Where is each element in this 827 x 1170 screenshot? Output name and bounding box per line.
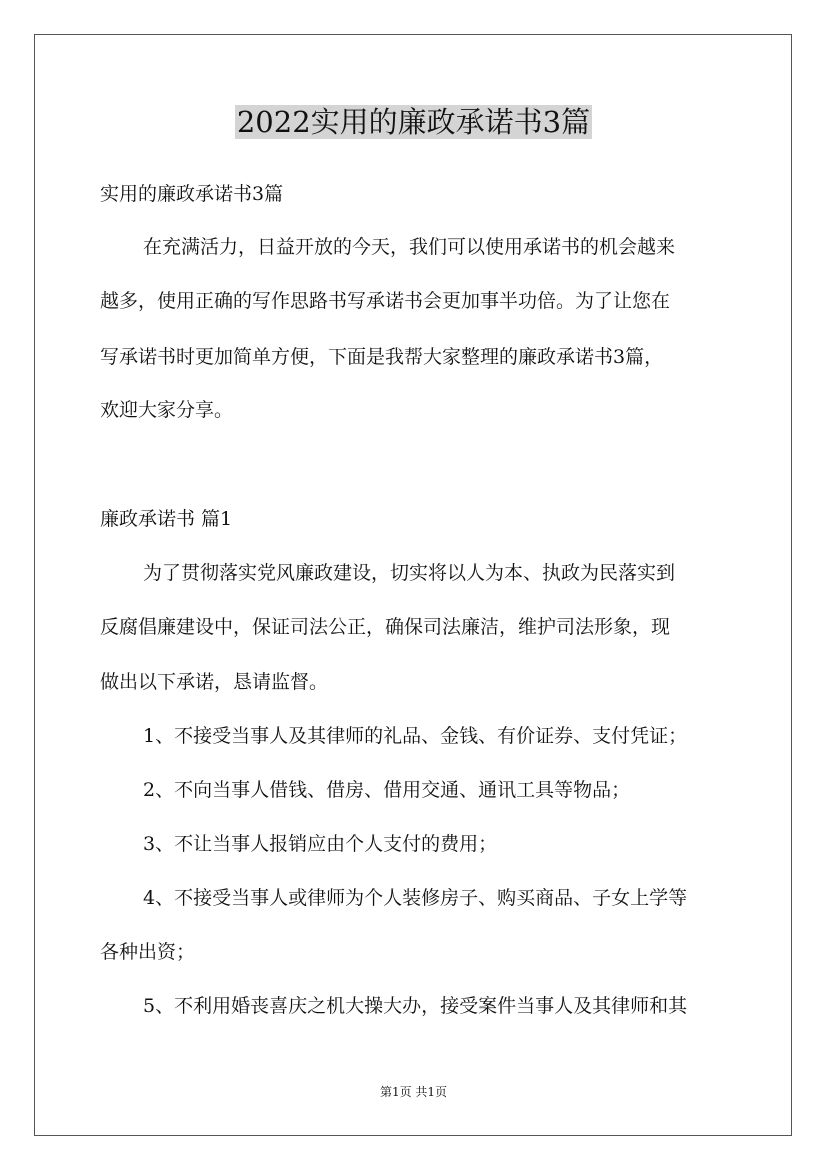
section-body-line: 反腐倡廉建设中，保证司法公正，确保司法廉洁，维护司法形象，现 bbox=[100, 616, 671, 638]
intro-line: 写承诺书时更加简单方便，下面是我帮大家整理的廉政承诺书3篇， bbox=[100, 346, 664, 368]
document-title bbox=[0, 100, 827, 144]
commitment-item: 3、不让当事人报销应由个人支付的费用； bbox=[143, 833, 498, 855]
intro-line: 欢迎大家分享。 bbox=[100, 399, 234, 421]
section-heading: 廉政承诺书 篇1 bbox=[100, 508, 233, 530]
section-body-line: 做出以下承诺，恳请监督。 bbox=[100, 671, 329, 693]
commitment-item: 5、不利用婚丧喜庆之机大操大办，接受案件当事人及其律师和其 bbox=[143, 995, 688, 1017]
intro-line: 在充满活力，日益开放的今天，我们可以使用承诺书的机会越来 bbox=[143, 236, 676, 258]
page-footer: 第1页 共1页 bbox=[379, 1085, 448, 1099]
commitment-item-continuation: 各种出资； bbox=[100, 941, 196, 963]
intro-line: 越多，使用正确的写作思路书写承诺书会更加事半功倍。为了让您在 bbox=[100, 290, 671, 312]
commitment-item: 1、不接受当事人及其律师的礼品、金钱、有价证券、支付凭证； bbox=[143, 725, 688, 747]
commitment-item: 2、不向当事人借钱、借房、借用交通、通讯工具等物品； bbox=[143, 779, 631, 801]
commitment-item: 4、不接受当事人或律师为个人装修房子、购买商品、子女上学等 bbox=[143, 887, 688, 909]
section-body-line: 为了贯彻落实党风廉政建设，切实将以人为本、执政为民落实到 bbox=[143, 562, 676, 584]
document-title-text: 2022实用的廉政承诺书3篇 bbox=[236, 105, 591, 139]
document-subtitle: 实用的廉政承诺书3篇 bbox=[100, 183, 284, 205]
